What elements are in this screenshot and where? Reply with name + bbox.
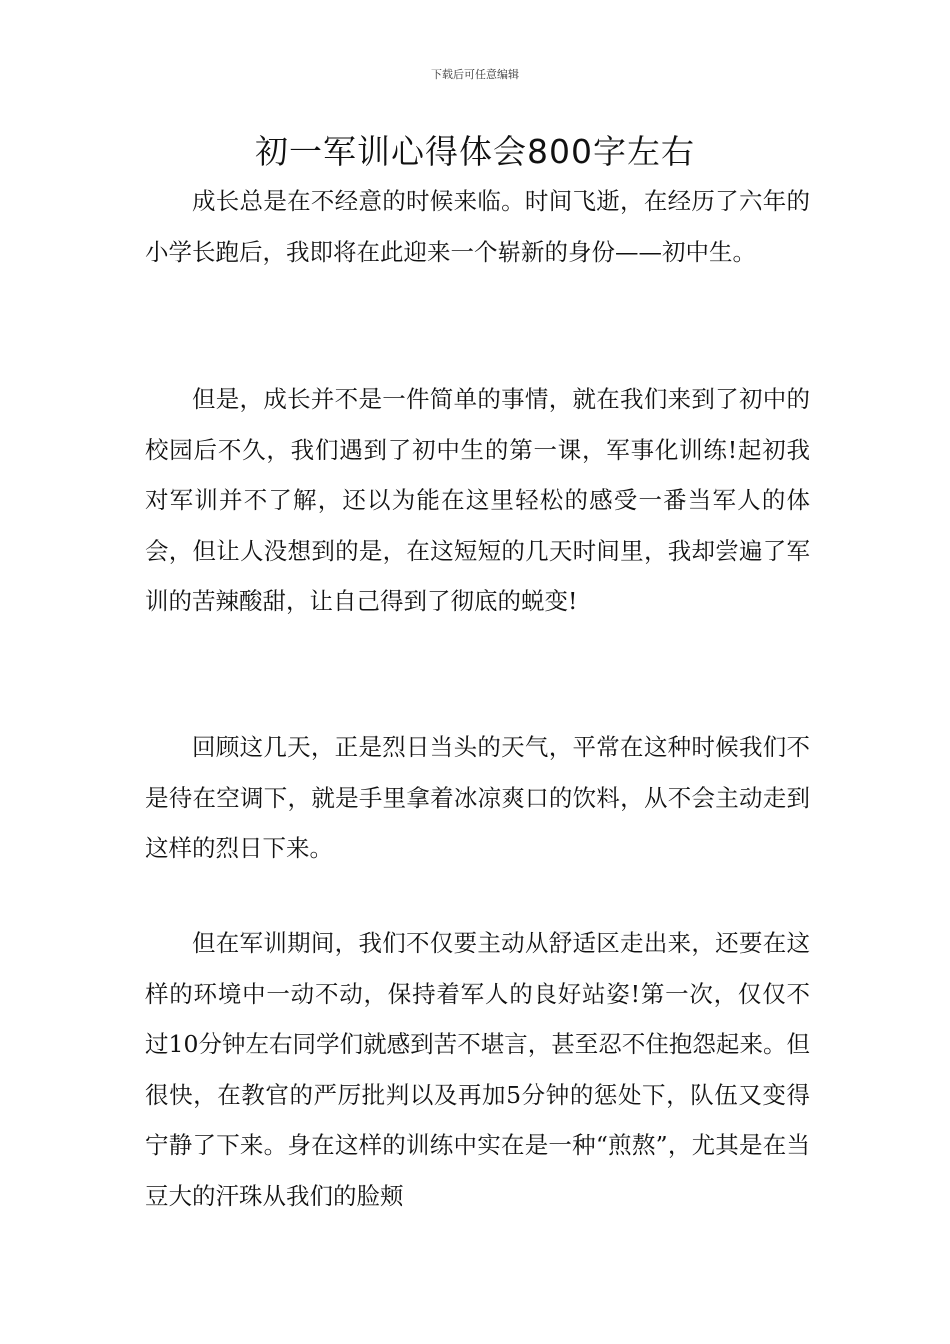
paragraph-2: 但是，成长并不是一件简单的事情，就在我们来到了初中的校园后不久，我们遇到了初中生的第一课，军事化训练!起初我对军训并不了解，还以为能在这里轻松的感受一番当军人的体会，但让人没想到的是，在这短短的几天时间里，我却尝遍了军训的苦辣酸甜，让自己得到了彻底的蜕变! <box>145 385 810 615</box>
paragraph-3: 回顾这几天，正是烈日当头的天气，平常在这种时候我们不是待在空调下，就是手里拿着冰凉爽口的饮料，从不会主动走到这样的烈日下来。 <box>145 733 810 862</box>
header-note: 下载后可任意编辑 <box>431 68 519 81</box>
paragraph-4: 但在军训期间，我们不仅要主动从舒适区走出来，还要在这样的环境中一动不动，保持着军人的良好站姿!第一次，仅仅不过10分钟左右同学们就感到苦不堪言，甚至忍不住抱怨起来。但很快，在教官的严厉批判以及再加5分钟的惩处下，队伍又变得宁静了下来。身在这样的训练中实在是一种“煎熬”，尤其是在当豆大的汗珠从我们的脸颊 <box>145 929 810 1210</box>
paragraph-1: 成长总是在不经意的时候来临。时间飞逝，在经历了六年的小学长跑后，我即将在此迎来一个崭新的身份——初中生。 <box>145 187 810 266</box>
document-title: 初一军训心得体会800字左右 <box>255 132 695 171</box>
